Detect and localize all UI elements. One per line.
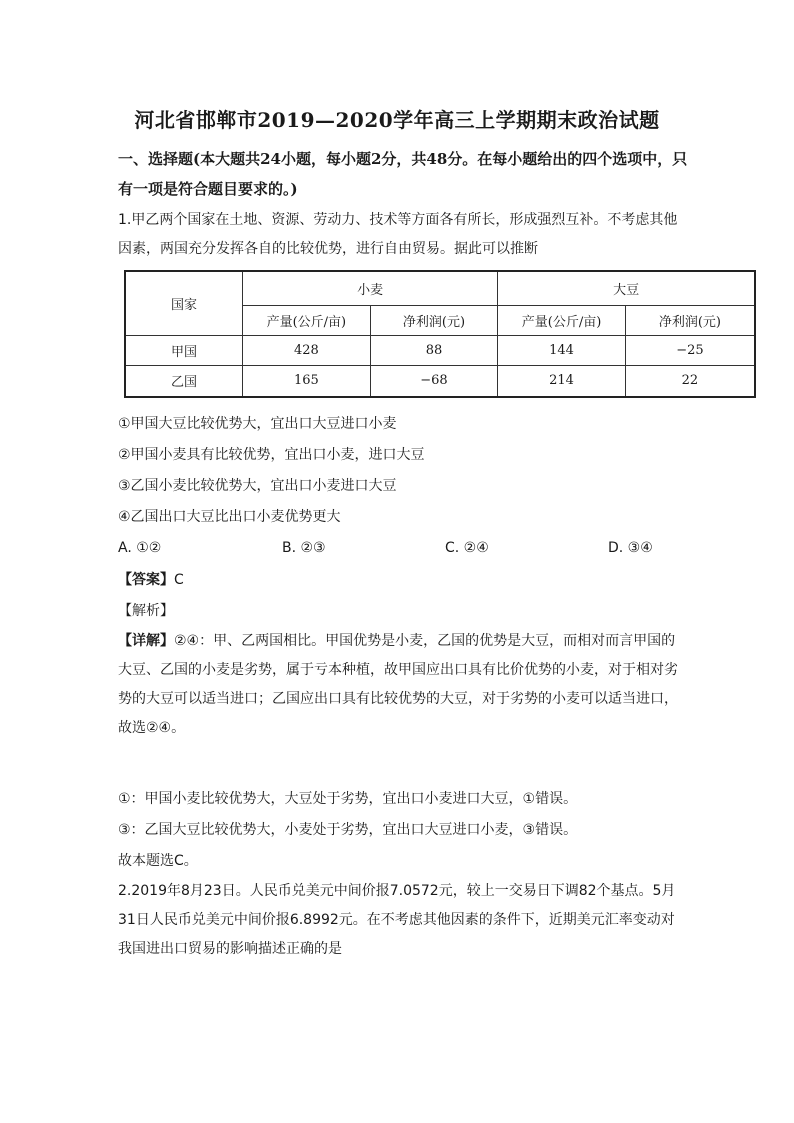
conclusion: 故本题选C。 [118,853,198,869]
cell-soybean-output: 144 [498,335,626,365]
subheader-wheat-profit: 净利润(元) [370,305,498,335]
row-country: 乙国 [125,365,243,397]
cell-wheat-profit: 88 [370,335,498,365]
detail-label: 【详解】 [118,633,174,649]
statement-3: ③乙国小麦比较优势大，宜出口小麦进口大豆 [118,478,397,494]
cell-soybean-profit: 22 [625,365,755,397]
choice-d: D. ③④ [608,540,653,556]
question-1-stem: 1.甲乙两个国家在土地、资源、劳动力、技术等方面各有所长，形成强烈互补。不考虑其他因素，两国充分发挥各自的比较优势，进行自由贸易。据此可以推断 [118,212,678,257]
cell-wheat-output: 165 [243,365,371,397]
detail-text: ②④：甲、乙两国相比。甲国优势是小麦，乙国的优势是大豆，而相对而言甲国的大豆、乙国的小麦是劣势，属于亏本种植，故甲国应出口具有比价优势的小麦，对于相对劣势的大豆可以适当进口；乙国应出口具有比较优势的大豆，对于劣势的小麦可以适当进口，故选②④。 [118,633,678,736]
detail-paragraph [118,627,678,743]
subheader-wheat-output: 产量(公斤/亩) [243,305,371,335]
page-title: 河北省邯郸市2019—2020学年高三上学期期末政治试题 [134,108,660,132]
cell-soybean-output: 214 [498,365,626,397]
header-country: 国家 [125,271,243,335]
cell-wheat-profit: −68 [370,365,498,397]
note-3: ③：乙国大豆比较优势大，小麦处于劣势，宜出口大豆进口小麦，③错误。 [118,822,578,838]
question-2-stem: 2.2019年8月23日。人民币兑美元中间价报7.0572元，较上一交易日下调82个基点。5月31日人民币兑美元中间价报6.8992元。在不考虑其他因素的条件下，近期美元汇率变动对我国进出口贸易的影响描述正确的是 [118,883,676,957]
answer-label: 【答案】 [118,572,174,588]
note-1: ①：甲国小麦比较优势大，大豆处于劣势，宜出口小麦进口大豆，①错误。 [118,791,578,807]
comparison-table [124,270,756,398]
analysis-label: 【解析】 [118,603,174,619]
table-row [125,335,755,365]
header-soybean: 大豆 [498,271,755,305]
row-country: 甲国 [125,335,243,365]
subheader-soybean-profit: 净利润(元) [625,305,755,335]
choice-c: C. ②④ [445,540,489,556]
section-heading: 一、选择题(本大题共24小题，每小题2分，共48分。在每小题给出的四个选项中，只有一项是符合题目要求的。) [118,150,688,198]
cell-soybean-profit: −25 [625,335,755,365]
answer-line [118,570,184,590]
statement-1: ①甲国大豆比较优势大，宜出口大豆进口小麦 [118,416,397,432]
answer-value: C [174,572,184,588]
header-wheat: 小麦 [243,271,498,305]
statement-4: ④乙国出口大豆比出口小麦优势更大 [118,509,341,525]
table-row [125,365,755,397]
statement-2: ②甲国小麦具有比较优势，宜出口小麦，进口大豆 [118,447,425,463]
choice-b: B. ②③ [282,540,326,556]
subheader-soybean-output: 产量(公斤/亩) [498,305,626,335]
cell-wheat-output: 428 [243,335,371,365]
choice-a: A. ①② [118,540,162,556]
